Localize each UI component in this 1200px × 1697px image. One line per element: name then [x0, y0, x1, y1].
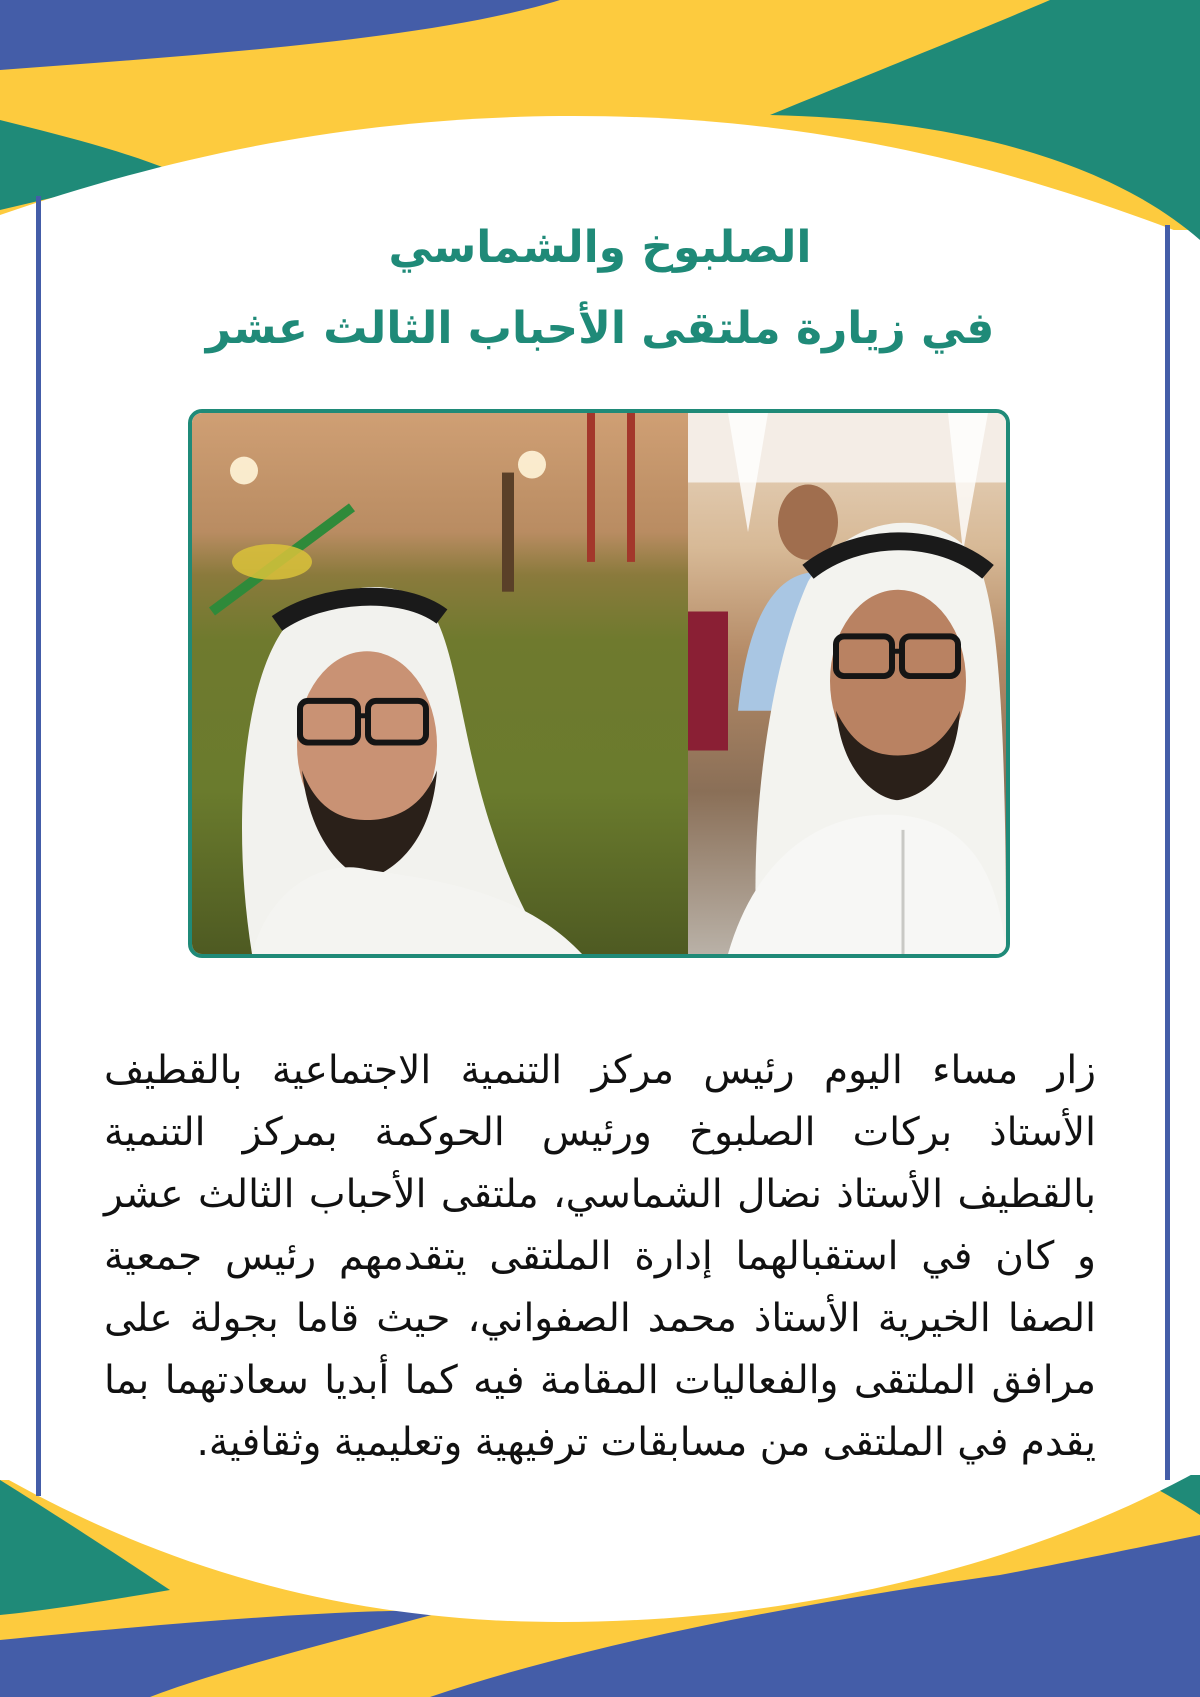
photo-person-left — [192, 413, 688, 954]
photo-frame — [188, 409, 1010, 958]
title-line-1: الصلبوخ والشماسي — [388, 222, 812, 273]
right-border-line — [1165, 225, 1170, 1480]
left-border-line — [36, 196, 41, 1496]
man-in-white-ghutra-outdoors-photo — [192, 413, 688, 954]
man-in-white-ghutra-seated-photo — [688, 413, 1006, 954]
photo-person-right — [688, 413, 1006, 954]
title-line-2: في زيارة ملتقى الأحباب الثالث عشر — [205, 303, 995, 354]
article-body: زار مساء اليوم رئيس مركز التنمية الاجتماعية بالقطيف الأستاذ بركات الصلبوخ ورئيس الحوكمة بمركز التنمية بالقطيف الأستاذ نضال الشماسي، ملتقى الأحباب الثالث عشر و كان في استقبالهما إدارة الملتقى يتقدمهم رئيس جمعية الصفا الخيرية الأستاذ محمد الصفواني، حيث قاما بجولة على مرافق الملتقى والفعاليات المقامة فيه كما أبديا سعادتهما بما يقدم في الملتقى من مسابقات ترفيهية وتعليمية وثقافية. — [104, 1048, 1096, 1465]
